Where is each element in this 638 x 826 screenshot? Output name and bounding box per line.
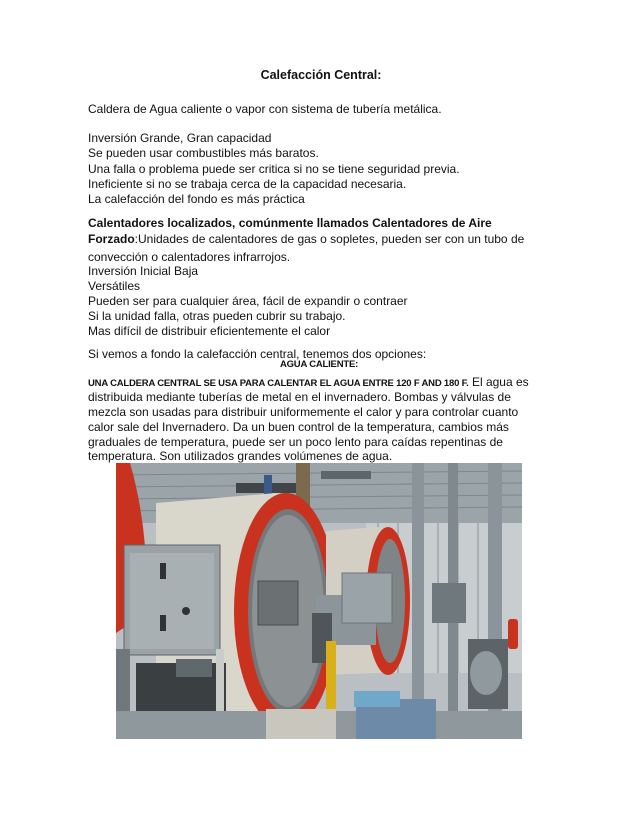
list2-item: Pueden ser para cualquier área, fácil de expandir o contraer (88, 294, 408, 308)
list2-item: Mas difícil de distribuir eficientemente el calor (88, 324, 331, 338)
heading-calentadores: Calentadores localizados, comúnmente llamados Calentadores de Aire (88, 216, 492, 230)
list1-item: La calefacción del fondo es más práctica (88, 192, 305, 206)
agua-after-text: El agua es (468, 375, 529, 389)
heading-calentadores-line2 (88, 232, 524, 247)
paragraph-opciones: Si vemos a fondo la calefacción central, tenemos dos opciones: (88, 347, 427, 361)
agua-line: calor sale del Invernadero. Da un buen control de la temperatura, cambios más (88, 420, 509, 434)
agua-line: mezcla son usadas para distribuir uniformemente el calor y para controlar cuanto (88, 405, 519, 419)
list1-item: Ineficiente si no se trabaja cerca de la capacidad necesaria. (88, 177, 407, 191)
paragraph-caldera: Caldera de Agua caliente o vapor con sistema de tubería metálica. (88, 102, 442, 116)
list2-item: Si la unidad falla, otras pueden cubrir su trabajo. (88, 309, 346, 323)
heading-forzado: Forzado (88, 232, 135, 246)
list1-item: Inversión Grande, Gran capacidad (88, 131, 272, 145)
page-title: Calefacción Central: (260, 68, 382, 82)
list1-item: Una falla o problema puede ser critica si no se tiene seguridad previa. (88, 162, 460, 176)
boiler-room-illustration (116, 463, 522, 739)
agua-caliente-heading: AGUA CALIENTE: (279, 359, 359, 370)
heading-calentadores-line3: convección o calentadores infrarrojos. (88, 250, 291, 264)
agua-line: distribuida mediante tuberías de metal en el invernadero. Bombas y válvulas de (88, 390, 511, 404)
list2-item: Versátiles (88, 279, 141, 293)
agua-line: graduales de temperatura, puede ser un poco lento para caídas repentinas de (88, 435, 503, 449)
list1-item: Se pueden usar combustibles más baratos. (88, 146, 319, 160)
agua-bold-text: UNA CALDERA CENTRAL SE USA PARA CALENTAR EL AGUA ENTRE 120 F AND 180 F. (88, 378, 469, 389)
boiler-photo (116, 463, 522, 739)
list2-item: Inversión Inicial Baja (88, 264, 199, 278)
agua-line: temperatura. Son utilizados grandes volúmenes de agua. (88, 449, 393, 463)
agua-first-line (88, 375, 529, 391)
heading-forzado-rest: :Unidades de calentadores de gas o sopletes, pueden ser con un tubo de (134, 232, 525, 246)
